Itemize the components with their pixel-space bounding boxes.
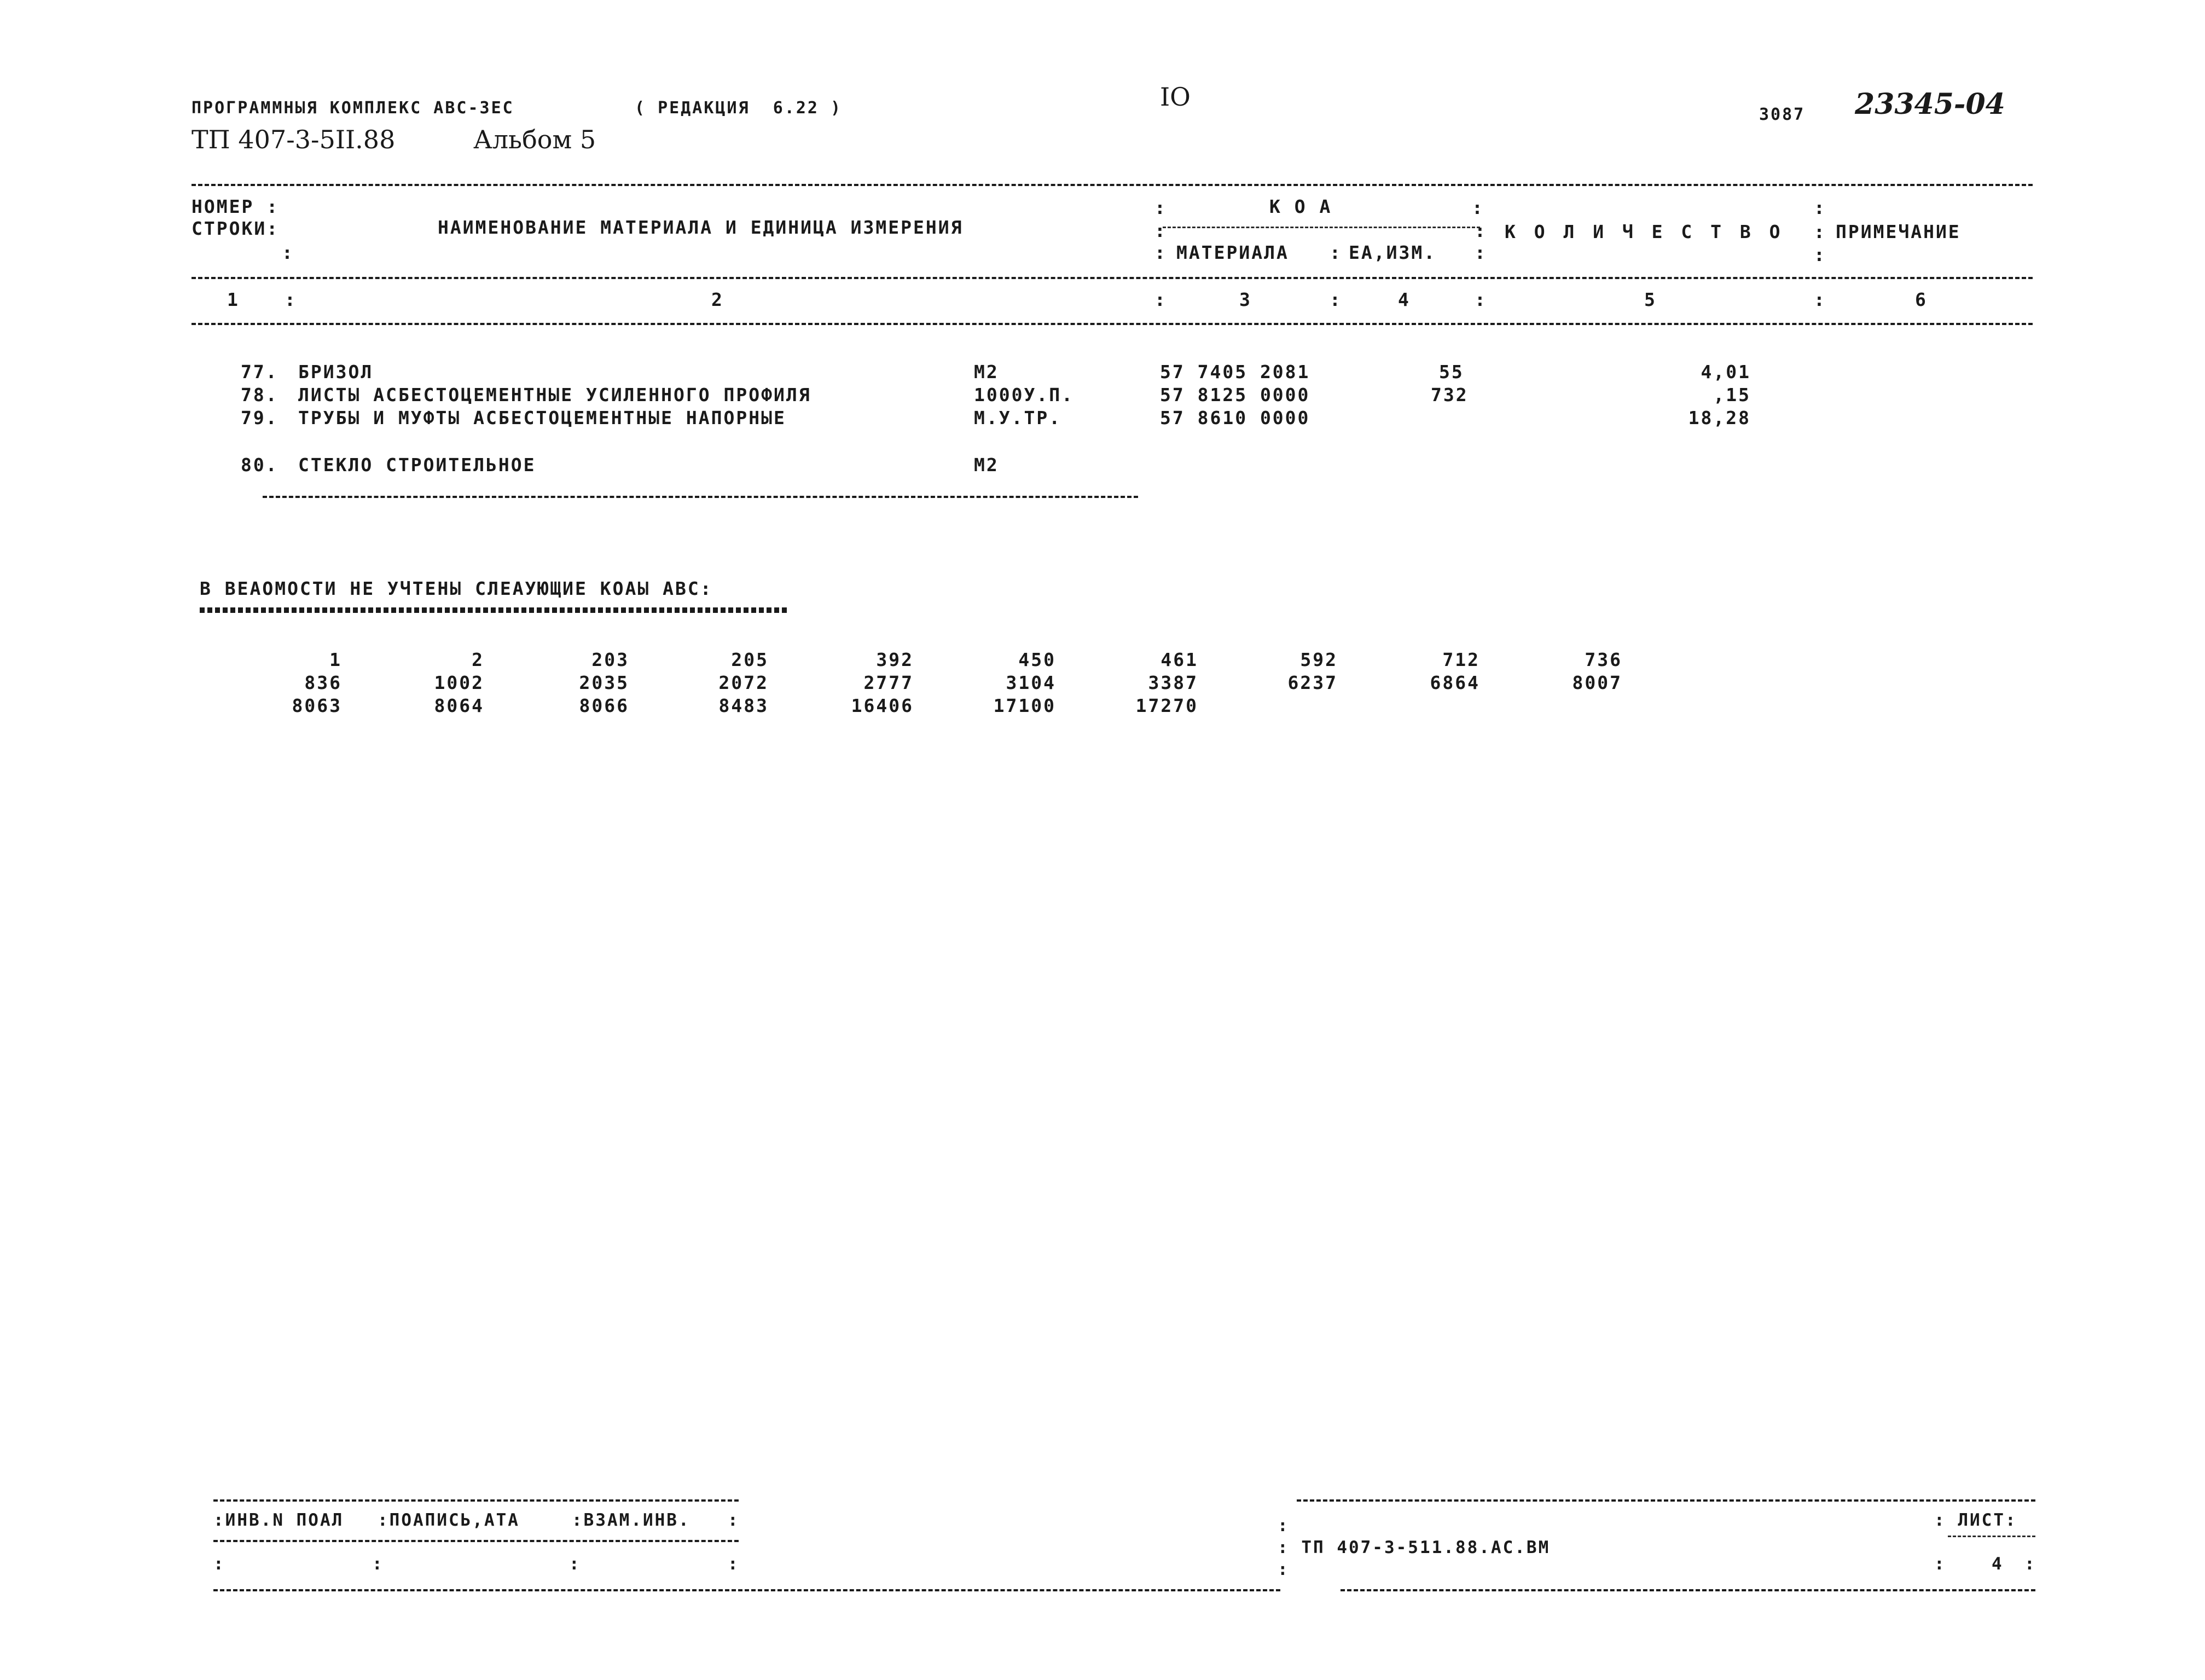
code-cell: 836 [304,672,342,693]
stamp-top-rule [213,1499,739,1502]
code-cell: 8007 [1572,672,1622,693]
unaccounted-title: В ВЕАОМОСТИ НЕ УЧТЕНЫ СЛЕАУЮЩИЕ КОАЫ АВС: [200,578,713,599]
album-label: Альбом 5 [473,125,596,154]
doc-block-top-rule [1297,1499,2035,1502]
code-cell: 1 [329,649,342,670]
code-cell: 2777 [863,672,914,693]
header-bottom-rule [192,323,2033,325]
col-index-4: 4 [1398,289,1411,310]
code-cell: 2035 [579,672,629,693]
doc-title: ТП 407-3-5II.88 [192,125,396,154]
code-cell: 203 [591,649,629,670]
handwritten-number: 23345-04 [1855,88,2005,121]
signature-date-label: :ПОАПИСЬ,АТА [378,1510,520,1530]
code-cell: 1002 [434,672,484,693]
code-cell: 6864 [1430,672,1480,693]
sheet-sub-rule [1948,1536,2035,1537]
table-end-rule [263,496,1138,498]
code-sub-rule [1163,227,1480,228]
col-code-header: К О А [1269,196,1332,217]
code-cell: 592 [1300,649,1338,670]
code-cell: 8064 [434,695,484,716]
sheet-label: : ЛИСТ: [1934,1510,2017,1530]
title-underline [200,607,788,613]
code-cell: 3104 [1006,672,1056,693]
header-mid-rule [192,277,2033,279]
code-cell: 8066 [579,695,629,716]
code-cell: 16406 [851,695,914,716]
col-code-unit: ЕА,ИЗМ. [1349,242,1437,263]
code-cell: 392 [876,649,914,670]
col-index-3: 3 [1239,289,1252,310]
code-cell: 17100 [993,695,1056,716]
col-note-header: ПРИМЕЧАНИЕ [1836,221,1961,242]
code-cell: 2 [472,649,484,670]
stamp-mid-rule [213,1540,739,1542]
code-cell: 6237 [1287,672,1338,693]
col-num-line2: СТРОКИ: [192,218,280,239]
doc-block-bottom-rule [1341,1589,2035,1591]
edition-label: ( РЕДАКЦИЯ 6.22 ) [635,99,843,118]
code-cell: 8063 [292,695,342,716]
code-cell: 205 [731,649,769,670]
col-index-6: 6 [1915,289,1928,310]
col-code-material: МАТЕРИАЛА [1176,242,1289,263]
replace-inv-label: :ВЗАМ.ИНВ. [572,1510,690,1530]
code-cell: 17270 [1135,695,1198,716]
program-name: ПРОГРАММНЫЯ КОМПЛЕКС АВС-3ЕС [192,99,514,118]
code-cell: 712 [1442,649,1480,670]
code-cell: 3387 [1148,672,1198,693]
code-cell: 2072 [718,672,769,693]
col-index-1: 1 [227,289,240,310]
code-cell: 461 [1160,649,1198,670]
sheet-number: 4 [1992,1554,2004,1574]
code-cell: 736 [1585,649,1622,670]
col-index-5: 5 [1644,289,1657,310]
stamp-bottom-rule-left [213,1589,1280,1591]
inv-no-label: :ИНВ.N ПОАЛ [213,1510,344,1530]
col-num-line1: НОМЕР : [192,196,280,217]
col-name-header: НАИМЕНОВАНИЕ МАТЕРИАЛА И ЕДИНИЦА ИЗМЕРЕНИЯ [438,217,964,238]
page-number: IO [1160,82,1191,112]
code-number: 3087 [1759,105,1806,124]
col-num-line3: : [282,242,294,263]
col-qty-header: К О Л И Ч Е С Т В О [1505,221,1782,242]
doc-code: : ТП 407-3-511.88.АС.ВМ [1278,1538,1551,1557]
code-cell: 8483 [718,695,769,716]
table-top-rule [192,184,2033,186]
code-cell: 450 [1018,649,1056,670]
col-index-2: 2 [711,289,724,310]
